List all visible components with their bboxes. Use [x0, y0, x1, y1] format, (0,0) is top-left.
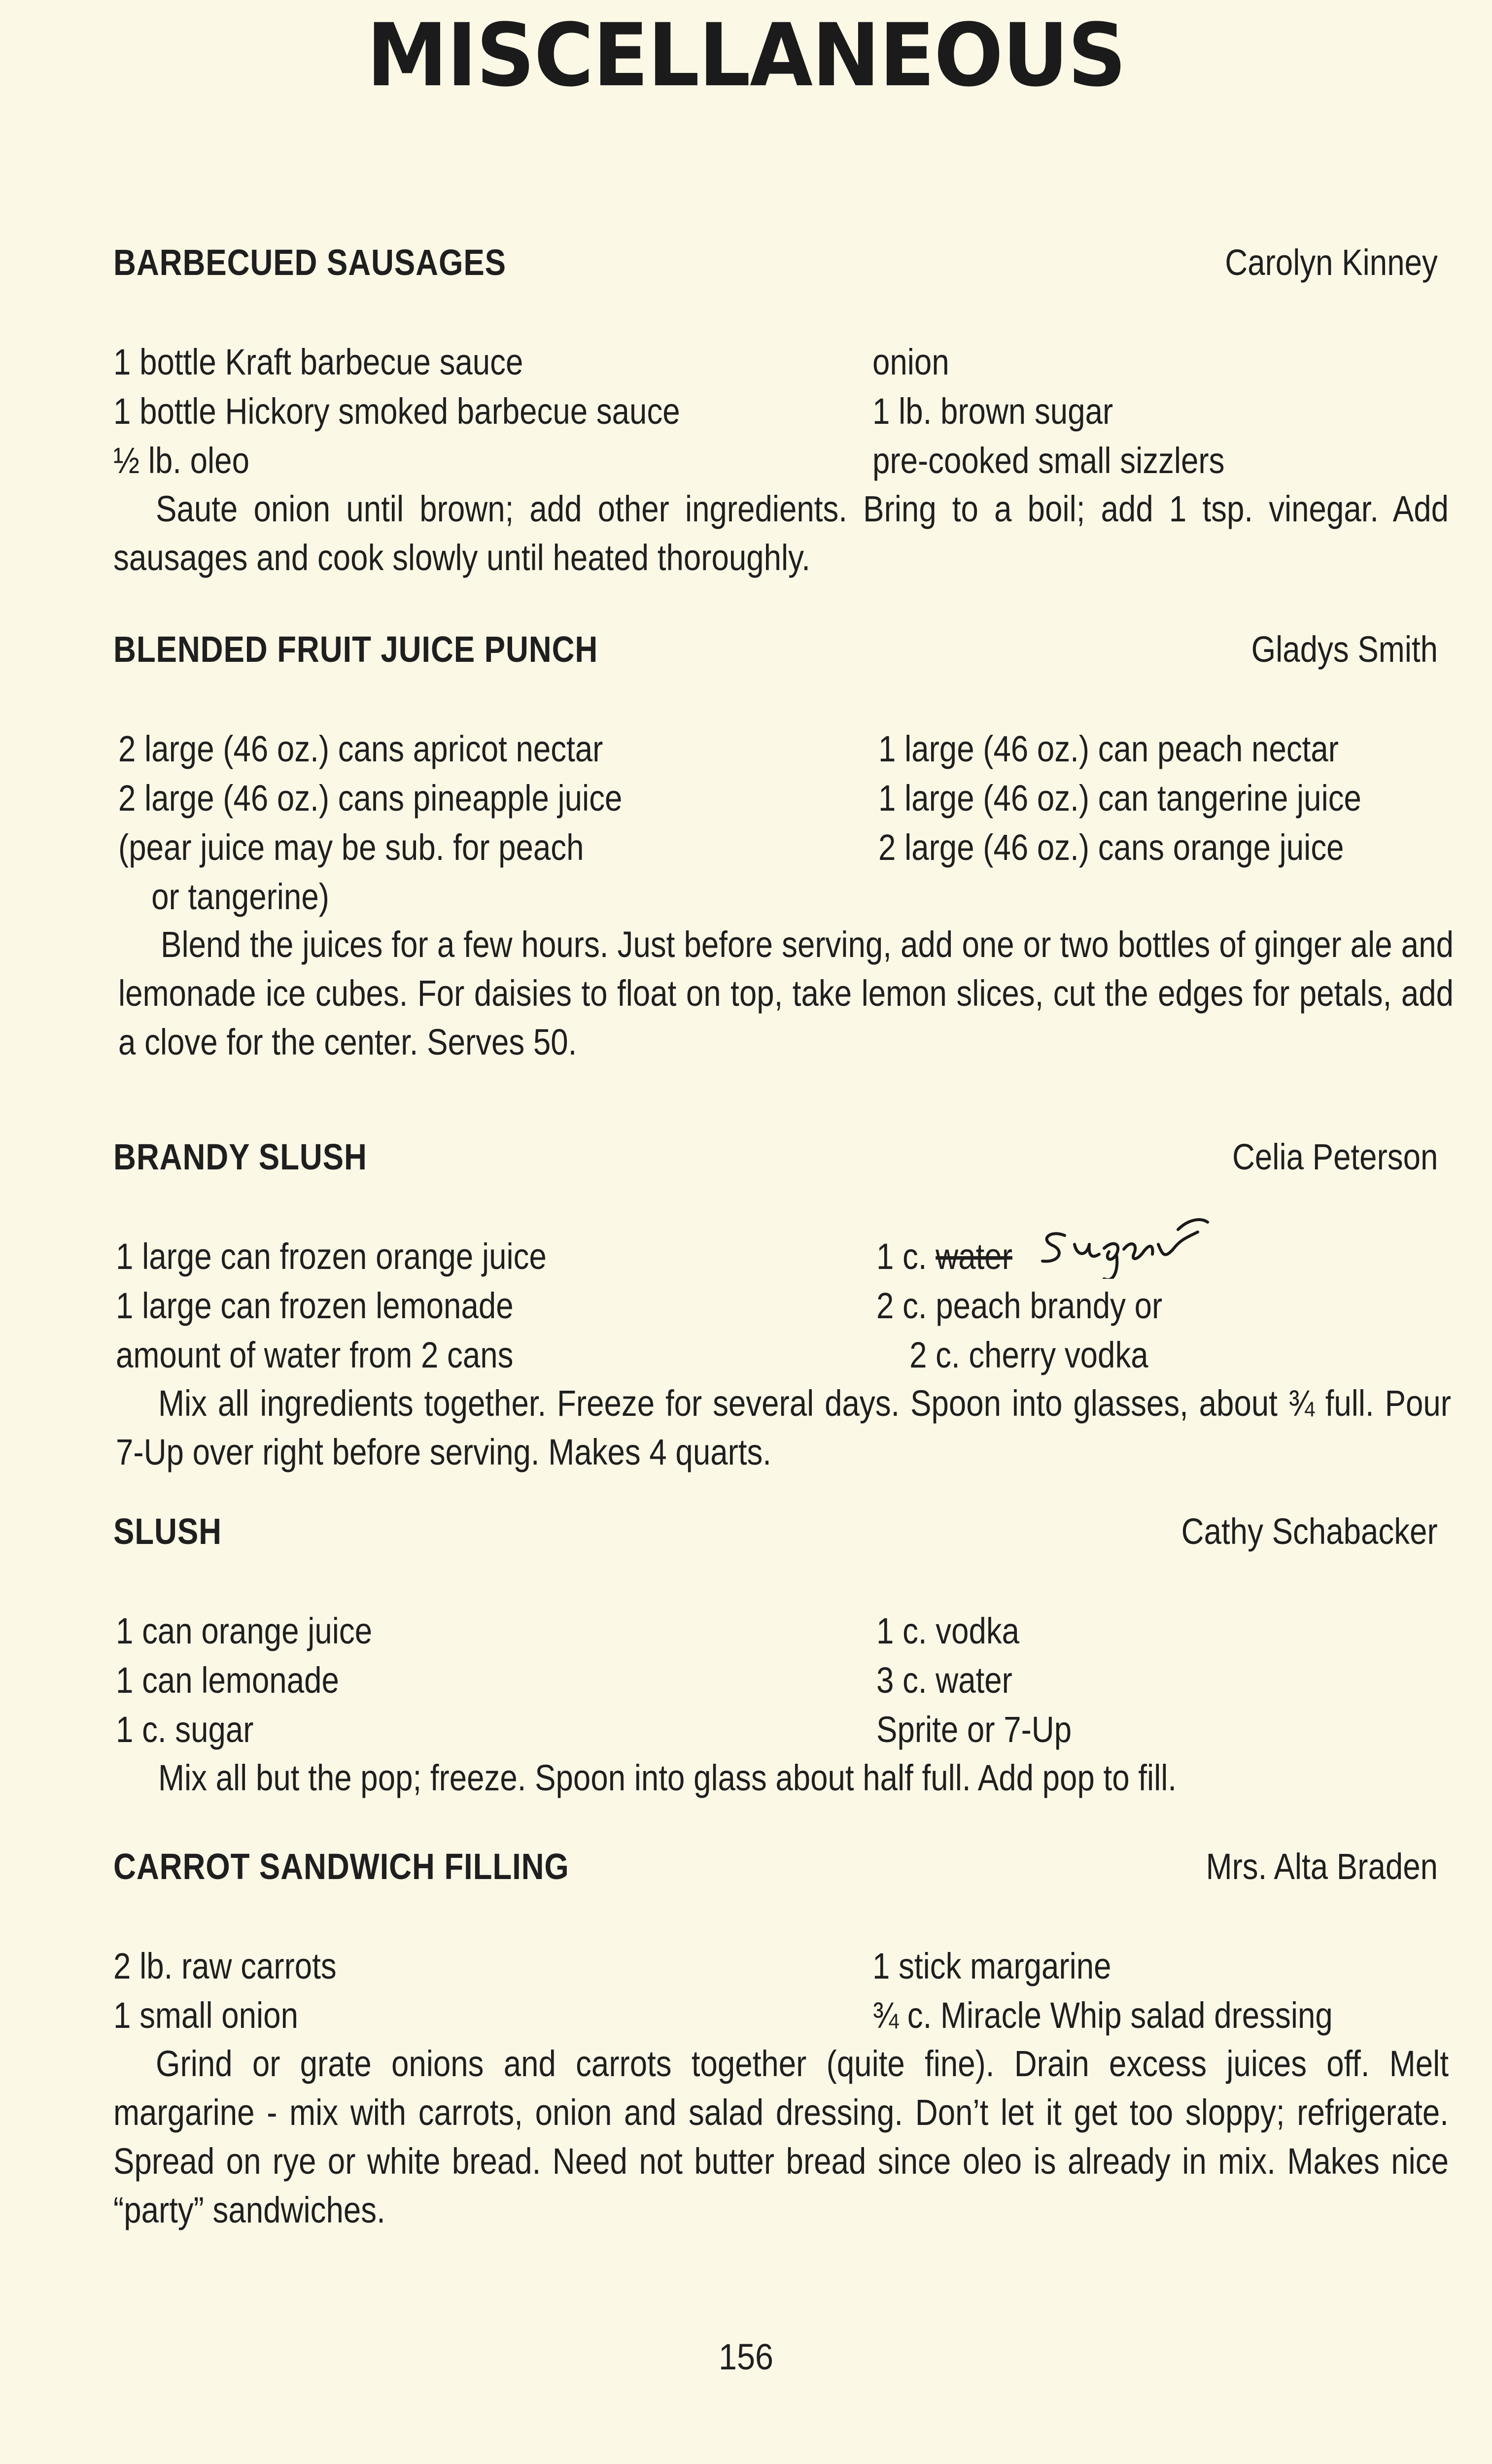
ingredient: onion	[872, 342, 949, 382]
ingredients-right	[872, 338, 1224, 485]
recipe-author: Cathy Schabacker	[1181, 1511, 1438, 1552]
recipe-directions: Saute onion until brown; add other ingredients. Bring to a boil; add 1 tsp. vinegar. Add sausages and cook slowly until heated thoroughly.	[113, 488, 1449, 578]
page-number: 156	[718, 2336, 774, 2377]
ingredient: 2 c. peach brandy or	[876, 1285, 1163, 1326]
recipe-author: Gladys Smith	[1251, 629, 1438, 670]
recipe-directions: Blend the juices for a few hours. Just before serving, add one or two bottles of ginger ale and lemonade ice cubes. For daisies to float on top, take lemon slices, cut the edges for petals, add a clove for the center. Serves 50.	[118, 924, 1454, 1062]
ingredient: 2 lb. raw carrots	[113, 1946, 337, 1986]
ingredient: 1 large can frozen lemonade	[116, 1285, 514, 1326]
ingredients-left	[113, 1942, 337, 2040]
ingredient: 1 can orange juice	[116, 1610, 373, 1651]
ingredient: amount of water from 2 cans	[116, 1335, 514, 1375]
ingredient: or tangerine)	[151, 876, 329, 917]
ingredient: ½ lb. oleo	[113, 440, 249, 481]
recipe-directions: Mix all but the pop; freeze. Spoon into glass about half full. Add pop to fill.	[158, 1757, 1177, 1798]
ingredient: 1 lb. brown sugar	[872, 391, 1113, 432]
ingredients-left	[118, 724, 622, 922]
recipe-author: Carolyn Kinney	[1225, 242, 1438, 283]
ingredient: Sprite or 7-Up	[876, 1709, 1072, 1750]
ingredient: 1 large can frozen orange juice	[116, 1236, 547, 1277]
recipe-author: Celia Peterson	[1232, 1136, 1438, 1177]
recipe-directions: Grind or grate onions and carrots together (quite fine). Drain excess juices off. Melt margarine - mix with carrots, onion and salad dressing. Don’t let it get too sloppy; refrigerate. Spread on rye or white bread. Need not butter bread since oleo is already in mix. Makes nice “party” sandwiches.	[113, 2043, 1449, 2230]
ingredient: 1 large (46 oz.) can peach nectar	[878, 728, 1339, 769]
ingredient: 1 bottle Hickory smoked barbecue sauce	[113, 391, 680, 432]
ingredient: pre-cooked small sizzlers	[872, 440, 1225, 481]
ingredient: 1 large (46 oz.) can tangerine juice	[878, 778, 1361, 819]
ingredient: 1 can lemonade	[116, 1660, 339, 1701]
ingredients-left	[116, 1607, 372, 1754]
page-title: MISCELLANEOUS	[366, 5, 1126, 106]
ingredient: 2 large (46 oz.) cans orange juice	[878, 827, 1344, 868]
ingredient: 1 stick margarine	[872, 1946, 1111, 1986]
recipe-title: BARBECUED SAUSAGES	[113, 242, 506, 283]
ingredient: 2 c. cherry vodka	[909, 1335, 1148, 1375]
ingredient-amended: 1 c. water	[876, 1236, 1012, 1277]
ingredient: ¾ c. Miracle Whip salad dressing	[872, 1995, 1333, 2036]
ingredient: 2 large (46 oz.) cans pineapple juice	[118, 778, 623, 819]
ingredients-right	[878, 724, 1361, 872]
ingredient: 1 c. sugar	[116, 1709, 254, 1750]
ingredients-left	[116, 1232, 547, 1380]
recipe-title: BLENDED FRUIT JUICE PUNCH	[113, 629, 598, 670]
ingredient: 2 large (46 oz.) cans apricot nectar	[118, 728, 603, 769]
recipe-title: CARROT SANDWICH FILLING	[113, 1846, 569, 1887]
recipe-author: Mrs. Alta Braden	[1206, 1846, 1438, 1887]
ingredient: 3 c. water	[876, 1660, 1012, 1701]
recipe-title: SLUSH	[113, 1511, 222, 1552]
ingredients-right	[872, 1942, 1333, 2040]
recipe-directions: Mix all ingredients together. Freeze for several days. Spoon into glasses, about ¾ full. Pour 7-Up over right before serving. Makes 4 quarts.	[116, 1383, 1451, 1472]
ingredients-left	[113, 338, 680, 485]
struck-word: water	[936, 1236, 1012, 1277]
ingredient: 1 bottle Kraft barbecue sauce	[113, 342, 523, 382]
ingredient: (pear juice may be sub. for peach	[118, 827, 584, 868]
ingredient: 1 c. vodka	[876, 1610, 1020, 1651]
recipe-title: BRANDY SLUSH	[113, 1136, 367, 1177]
ingredients-right	[876, 1607, 1072, 1754]
ingredient: 1 small onion	[113, 1995, 298, 2036]
handwritten-note-sugar	[1030, 1210, 1237, 1279]
